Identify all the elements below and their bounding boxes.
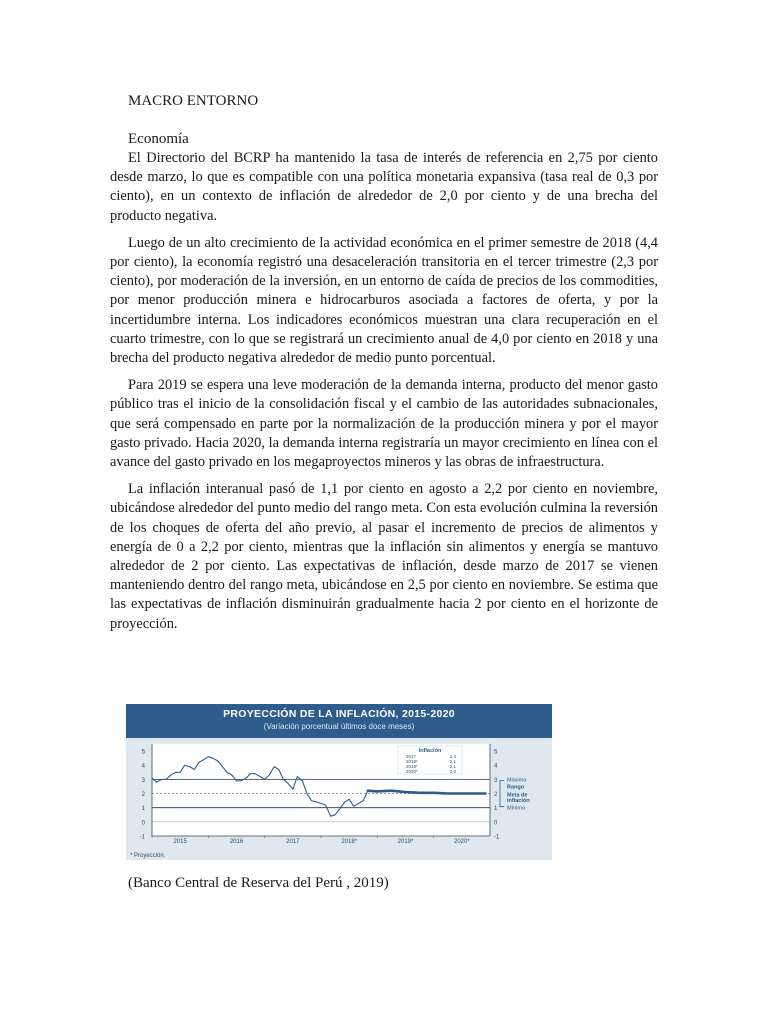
range-label: Rango	[507, 784, 525, 791]
legend-value: 1,4	[449, 754, 456, 759]
x-tick-label: 2018*	[341, 839, 358, 845]
range-label: Máximo	[507, 777, 527, 784]
y-tick-label-right: 1	[494, 806, 498, 813]
y-tick-label-left: 1	[141, 806, 145, 813]
y-tick-label-left: 5	[141, 749, 145, 756]
inflation-chart	[126, 738, 552, 860]
figure-caption: (Banco Central de Reserva del Perú , 2019)	[128, 875, 389, 891]
range-bracket	[500, 780, 504, 806]
x-tick-label: 2015	[173, 839, 187, 845]
y-tick-label-right: 0	[494, 820, 498, 827]
y-tick-label-right: 3	[494, 777, 498, 784]
range-label: Mínimo	[507, 805, 526, 812]
y-tick-label-right: 5	[494, 749, 498, 756]
x-tick-label: 2020*	[453, 839, 470, 845]
legend-year: 2018*	[406, 759, 418, 764]
range-label: Meta de	[507, 792, 528, 799]
legend-year: 2020*	[406, 769, 418, 774]
legend-year: 2017	[406, 754, 417, 759]
legend-year: 2019*	[406, 764, 418, 769]
y-tick-label-left: 3	[141, 777, 145, 784]
x-tick-label: 2016	[229, 839, 244, 845]
y-tick-label-right: -1	[494, 834, 500, 841]
inflation-chart-figure	[126, 704, 552, 860]
paragraph-3: Para 2019 se espera una leve moderación de la demanda interna, producto del menor gasto público tras el inicio de la consolidación fiscal y el cambio de las autoridades subnacionales, que será compensado en parte por la normalización de la producción minera y por el mayor gasto privado. Hacia 2020, la demanda interna registraría un mayor crecimiento en línea con el avance del gasto privado en los megaproyectos mineros y las obras de infraestructura.	[110, 377, 658, 471]
y-tick-label-right: 2	[494, 792, 498, 799]
chart-subtitle: (Variación porcentual últimos doce meses)	[263, 722, 415, 731]
legend-value: 2,1	[449, 759, 456, 764]
x-tick-label: 2017	[286, 839, 300, 845]
y-tick-label-left: 0	[141, 820, 145, 827]
y-tick-label-left: 2	[141, 792, 145, 799]
chart-header	[126, 704, 552, 738]
legend-header: Inflación	[418, 748, 442, 754]
subsection-heading: Economía	[128, 131, 189, 147]
section-heading: MACRO ENTORNO	[128, 93, 259, 109]
document-body	[110, 84, 658, 634]
y-tick-label-left: -1	[139, 834, 145, 841]
y-tick-label-right: 4	[494, 763, 498, 770]
paragraph-2: Luego de un alto crecimiento de la actividad económica en el primer semestre de 2018 (4,4 por ciento), la economía registró una desaceleración transitoria en el tercer trimestre (2,3 por ciento), por moderación de la inversión, en un entorno de caída de precios de los commodities, por menor producción minera e hidrocarburos asociada a factores de oferta, y por la incertidumbre interna. Los indicadores económicos muestran una clara recuperación en el cuarto trimestre, con lo que se registrará un crecimiento anual de 4,0 por ciento en 2018 y una brecha del producto negativa alrededor de medio punto porcentual.	[110, 234, 658, 367]
paragraph-4: La inflación interanual pasó de 1,1 por ciento en agosto a 2,2 por ciento en noviembre, ubicándose alrededor del punto medio del rango meta. Con esta evolución culmina la reversión de los choques de oferta del año previo, al pasar el incremento de precios de alimentos y energía de 0 a 2,2 por ciento, mientras que la inflación sin alimentos y energía se mantuvo alrededor de 2 por ciento. Las expectativas de inflación, desde marzo de 2017 se vienen manteniendo dentro del rango meta, ubicándose en 2,5 por ciento en noviembre. Se estima que las expectativas de inflación disminuirán gradualmente hacia 2 por ciento en el horizonte de proyección.	[110, 481, 658, 632]
y-tick-label-left: 4	[141, 763, 145, 770]
range-label: inflación	[507, 798, 530, 805]
x-tick-label: 2019*	[397, 839, 414, 845]
legend-value: 2,1	[449, 764, 456, 769]
paragraph-1: El Directorio del BCRP ha mantenido la tasa de interés de referencia en 2,75 por ciento desde marzo, lo que es compatible con una política monetaria expansiva (tasa real de 0,3 por ciento), en un contexto de inflación de alrededor de 2,0 por ciento y de una brecha del producto negativa.	[110, 150, 658, 224]
legend-value: 2,0	[449, 769, 456, 774]
chart-title: PROYECCIÓN DE LA INFLACIÓN, 2015-2020	[223, 708, 455, 720]
chart-footnote: * Proyección.	[130, 853, 166, 859]
